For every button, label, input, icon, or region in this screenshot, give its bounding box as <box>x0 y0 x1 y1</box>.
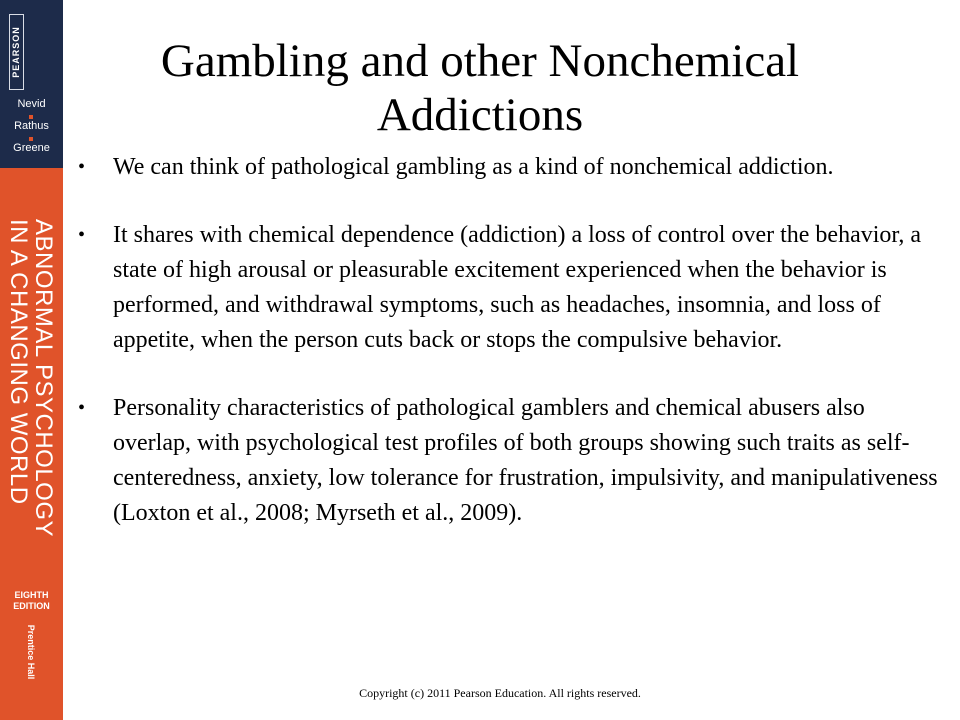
bullet-marker-icon: • <box>78 397 86 419</box>
bullet-list <box>78 150 948 564</box>
bullet-item <box>78 391 948 531</box>
bullet-item <box>78 218 948 358</box>
copyright-notice: Copyright (c) 2011 Pearson Education. All rights reserved. <box>359 686 641 700</box>
bullet-text: It shares with chemical dependence (addiction) a loss of control over the behavior, a state of high arousal or pleasurable excitement experienced when the behavior is performed, and withdrawal symptoms, such as headaches, insomnia, and loss of appetite, when the person cuts back or stops the compulsive behavior. <box>113 222 922 353</box>
book-title-line2: IN A CHANGING WORLD <box>5 218 32 505</box>
author-separator <box>29 115 33 119</box>
author-rathus: Rathus <box>14 120 49 132</box>
author-greene: Greene <box>13 142 50 154</box>
slide-title-line2: Addictions <box>376 89 584 141</box>
edition-line2: EDITION <box>13 601 50 611</box>
slide-title <box>85 34 875 142</box>
bullet-item <box>78 150 948 185</box>
book-title-line1: ABNORMAL PSYCHOLOGY <box>30 218 57 538</box>
book-spine <box>0 0 63 720</box>
book-title <box>6 219 56 537</box>
publisher-name: Prentice Hall <box>26 624 36 680</box>
edition-line1: EIGHTH <box>14 590 49 600</box>
bullet-text: We can think of pathological gambling as a kind of nonchemical addiction. <box>113 154 834 180</box>
bullet-text: Personality characteristics of pathological gamblers and chemical abusers also overlap, with psychological test profiles of both groups showing such traits as self-centeredness, anxiety, low tolerance for frustration, impulsivity, and manipulativeness (Loxton et al., 2008; Myrseth et al., 2009). <box>113 395 938 526</box>
pearson-logo: PEARSON <box>11 26 21 78</box>
slide-title-line1: Gambling and other Nonchemical <box>160 35 800 87</box>
bullet-marker-icon: • <box>78 156 86 178</box>
bullet-marker-icon: • <box>78 224 86 246</box>
author-separator <box>29 137 33 141</box>
author-nevid: Nevid <box>17 98 46 110</box>
